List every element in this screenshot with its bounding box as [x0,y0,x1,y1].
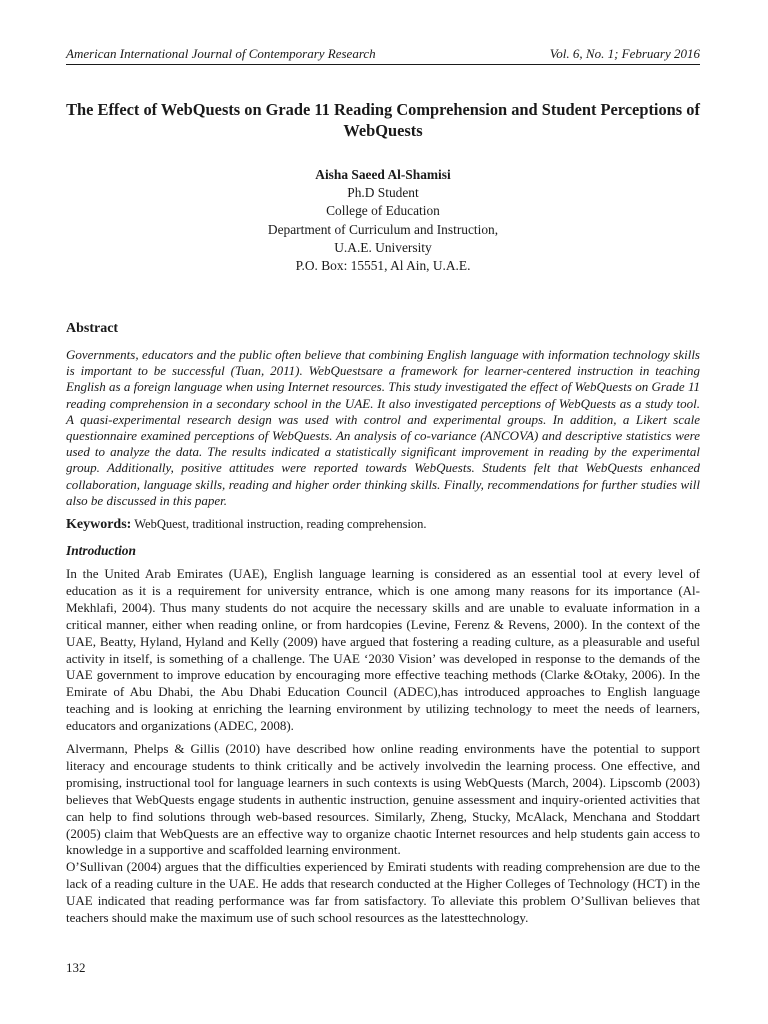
author-department: Department of Curriculum and Instruction, [267,221,499,237]
journal-page [66,0,700,1024]
author-block [66,166,700,275]
intro-paragraph: In the United Arab Emirates (UAE), English language learning is considered as an essential tool at every level of education as it is a requirement for university entrance, which is one among many reasons for its importance (Al-Mekhlafi, 2004). Thus many students do not acquire the necessary skills and are unable to evaluate information in a critical manner, either when reading online, or from hardcopies (Levine, Ferenz & Revens, 2000). In the context of the UAE, Beatty, Hyland, Hyland and Kelly (2009) have argued that fostering a reading culture, as a pleasurable and useful activity in itself, is something of a challenge. The UAE ‘2030 Vision’ was developed in response to the demands of the UAE government to improve education by encouraging more effective teaching methods (Clarke &Otaky, 2006). In the Emirate of Abu Dhabi, the Abu Dhabi Education Council (ADEC),has introduced approaches to English language teaching and is looking at enriching the learning environment by utilizing technology to meet the needs of learners, educators and organizations (ADEC, 2008). [66,566,700,734]
intro-paragraph: Alvermann, Phelps & Gillis (2010) have described how online reading environments have the potential to support literacy and encourage students to think critically and be actively involvedin the learning process. One effective, and promising, instructional tool for language learners in such contexts is using WebQuests (March, 2004). Lipscomb (2003) believes that WebQuests engage students in authentic instruction, genuine assessment and inquiry-oriented activities that can help to find solutions through web-based resources. Similarly, Zheng, Stucky, McAlack, Menchana and Stoddart (2005) claim that WebQuests are an effective way to organize chaotic Internet resources and help students gain access to knowledge in a supportive and scaffolded learning environment. [66,741,700,858]
keywords-label: Keywords: [66,517,132,532]
intro-paragraph: O’Sullivan (2004) argues that the difficulties experienced by Emirati students with reading comprehension are due to the lack of a reading culture in the UAE. He adds that research conducted at the Higher Colleges of Technology (HCT) in the UAE indicated that reading performance was far from satisfactory. To alleviate this problem O’Sullivan believes that teachers should make the maximum use of such school resources as the latesttechnology. [66,859,700,925]
header-rule [66,64,700,65]
author-role: Ph.D Student [347,185,419,201]
issue-info: Vol. 6, No. 1; February 2016 [549,46,700,61]
abstract-body: Governments, educators and the public often believe that combining English language with information technology skills is important to be successful (Tuan, 2011). WebQuestsare a framework for learner-centered instruction in teaching English as a foreign language when using Internet resources. This study investigated the effect of WebQuests on Grade 11 reading comprehension in a secondary school in the UAE. It also investigated perceptions of WebQuests as a study tool. A quasi-experimental research design was used with control and experimental groups. In addition, a Likert scale questionnaire examined perceptions of WebQuests. An analysis of co-variance (ANCOVA) and descriptive statistics were used to analyze the data. The results indicated a statistically significant improvement in reading by the experimental group. Additionally, positive attitudes were reported towards WebQuests. Students felt that WebQuests enhanced collaboration, language skills, reading and higher order thinking skills. Finally, recommendations for further studies will also be discussed in this paper. [66,347,700,508]
article-title: The Effect of WebQuests on Grade 11 Reading Comprehension and Student Perceptions of WebQuests [66,100,700,140]
keywords-text: WebQuest, traditional instruction, reading comprehension. [131,517,427,531]
introduction-heading: Introduction [66,543,136,558]
author-college: College of Education [326,203,440,219]
author-name: Aisha Saeed Al-Shamisi [315,167,451,182]
page-number: 132 [66,960,86,975]
author-university: U.A.E. University [334,239,432,255]
author-address: P.O. Box: 15551, Al Ain, U.A.E. [295,258,471,274]
keywords-line [66,516,700,533]
running-header [66,46,700,62]
abstract-heading: Abstract [66,321,119,336]
journal-name: American International Journal of Contemporary Research [66,46,376,61]
